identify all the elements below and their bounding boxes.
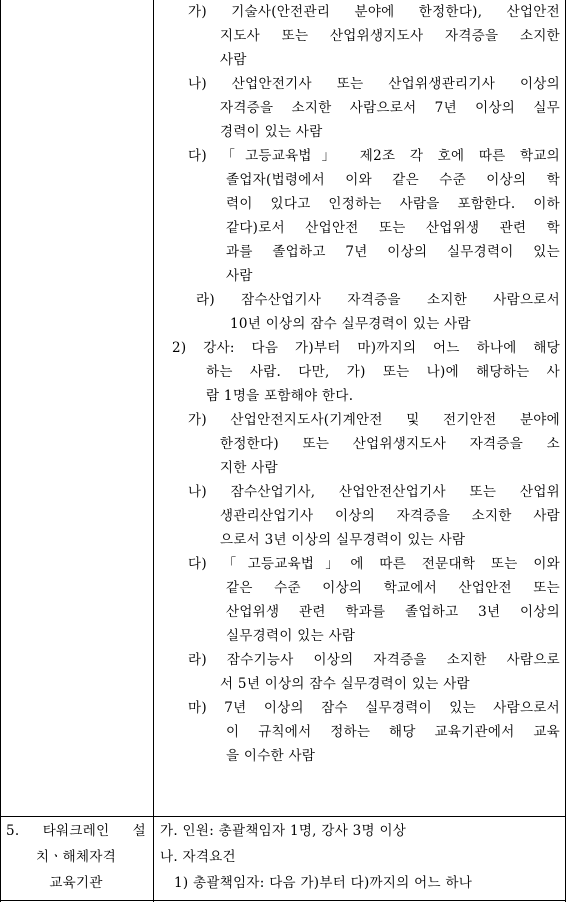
text-line: 을 이수한 사람 [226,748,316,764]
table-bottom-border [0,900,566,901]
requirement-line: 가. 인원: 총괄책임자 1명, 강사 3명 이상 [160,823,407,839]
text-line: 력이 있다고 인정하는 사람을 포함한다. 이하 [226,196,560,212]
table-left-border [0,0,1,902]
text-line: 같다)로서 산업안전 또는 산업위생 관련 학 [226,220,560,236]
text-line: 사람 [220,52,247,68]
text-line: 으로서 3년 이상의 실무경력이 있는 사람 [220,532,466,548]
text-line: 라) 잠수기능사 이상의 자격증을 소지한 사람으로 [188,652,560,668]
text-line: 지도사 또는 산업위생지도사 자격증을 소지한 [220,28,560,44]
text-line: 같은 수준 이상의 학교에서 산업안전 또는 [226,580,560,596]
text-line: 서 5년 이상의 잠수 실무경력이 있는 사람 [220,676,470,692]
text-line: 졸업자(법령에서 이와 같은 수준 이상의 학 [226,172,560,188]
text-line: 다) 「고등교육법」 제2조 각 호에 따른 학교의 [188,148,560,164]
text-line: 경력이 있는 사람 [220,124,323,140]
text-line: 나) 잠수산업기사, 산업안전산업기사 또는 산업위 [188,484,560,500]
text-line: 실무경력이 있는 사람 [226,628,356,644]
text-line: 하는 사람. 다만, 가) 또는 나)에 해당하는 사 [206,364,560,380]
table-row-divider [0,816,566,817]
text-line: 마) 7년 이상의 잠수 실무경력이 있는 사람으로서 [188,700,560,716]
text-line: 산업위생 관련 학과를 졸업하고 3년 이상의 [226,604,560,620]
table-column-divider [153,0,154,902]
text-line: 과를 졸업하고 7년 이상의 실무경력이 있는 [226,244,560,260]
requirement-line: 1) 총괄책임자: 다음 가)부터 다)까지의 어느 하나 [174,875,473,891]
text-line: 10년 이상의 잠수 실무경력이 있는 사람 [230,316,471,332]
text-line: 한정한다) 또는 산업위생지도사 자격증을 소 [220,436,560,452]
table-cell-institution-requirements [160,818,560,896]
text-line: 나) 산업안전기사 또는 산업위생관리기사 이상의 [188,76,560,92]
table-cell-institution-name [6,818,152,896]
text-line: 람 1명을 포함해야 한다. [206,388,354,404]
text-line: 지한 사람 [220,460,278,476]
text-line: 사람 [226,268,253,284]
institution-name-line: 치ㆍ해체자격 [36,849,117,865]
text-line: 라) 잠수산업기사 자격증을 소지한 사람으로서 [196,292,560,308]
text-line: 가) 산업안전지도사(기계안전 및 전기안전 분야에 [188,412,560,428]
institution-name-line: 5. 타워크레인 설 [6,823,146,839]
requirement-line: 나. 자격요건 [160,849,236,865]
text-line: 2) 강사: 다음 가)부터 마)까지의 어느 하나에 해당 [172,340,560,356]
text-line: 다) 「고등교육법」에 따른 전문대학 또는 이와 [188,556,560,572]
table-cell-requirements-continued [160,0,560,768]
text-line: 자격증을 소지한 사람으로서 7년 이상의 실무 [220,100,560,116]
text-line: 이 규칙에서 정하는 해당 교육기관에서 교육 [226,724,560,740]
institution-name-line: 교육기관 [49,875,103,891]
text-line: 가) 기술사(안전관리 분야에 한정한다), 산업안전 [188,4,560,20]
text-line: 생관리산업기사 이상의 자격증을 소지한 사람 [220,508,560,524]
